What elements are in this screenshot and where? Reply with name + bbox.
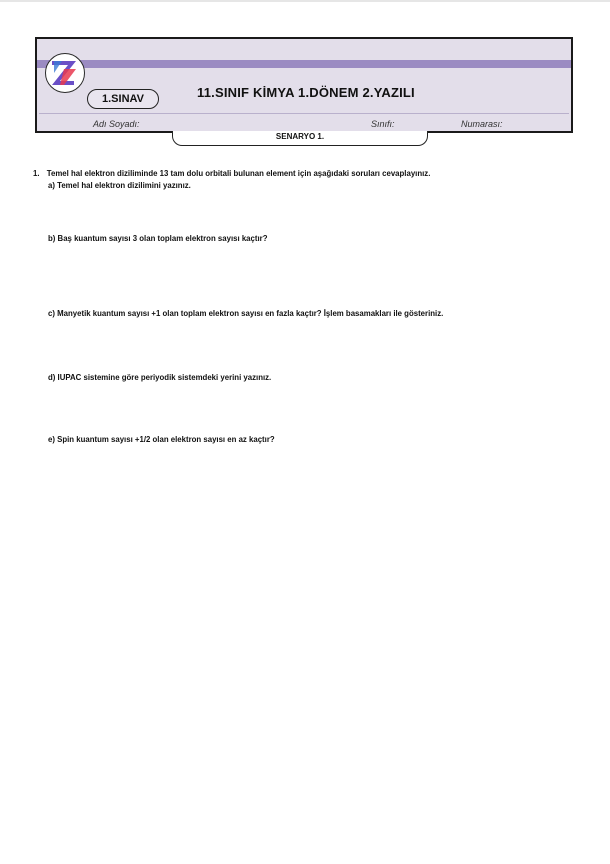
scenario-tab: SENARYO 1. [172, 131, 428, 146]
exam-number-badge: 1.SINAV [87, 89, 159, 109]
header-divider [39, 113, 569, 114]
question-1 [33, 168, 430, 178]
question-1d: d) IUPAC sistemine göre periyodik sistemdeki yerini yazınız. [48, 372, 272, 382]
page-top-rule [0, 0, 610, 2]
question-1b: b) Baş kuantum sayısı 3 olan toplam elektron sayısı kaçtır? [48, 233, 268, 243]
z-logo-icon [45, 53, 85, 93]
question-1e: e) Spin kuantum sayısı +1/2 olan elektron sayısı en az kaçtır? [48, 434, 275, 444]
name-field-label: Adı Soyadı: [93, 119, 140, 129]
exam-header [35, 37, 573, 133]
header-accent-bar [37, 60, 571, 68]
class-field-label: Sınıfı: [371, 119, 395, 129]
question-1c: c) Manyetik kuantum sayısı +1 olan toplam elektron sayısı en fazla kaçtır? İşlem basamakları ile gösteriniz. [48, 308, 444, 318]
question-text: Temel hal elektron diziliminde 13 tam dolu orbitali bulunan element için aşağıdaki soruları cevaplayınız. [46, 168, 431, 178]
number-field-label: Numarası: [461, 119, 503, 129]
exam-title: 11.SINIF KİMYA 1.DÖNEM 2.YAZILI [197, 85, 415, 100]
question-number: 1. [33, 168, 40, 178]
question-1a: a) Temel hal elektron dizilimini yazınız. [48, 180, 191, 190]
